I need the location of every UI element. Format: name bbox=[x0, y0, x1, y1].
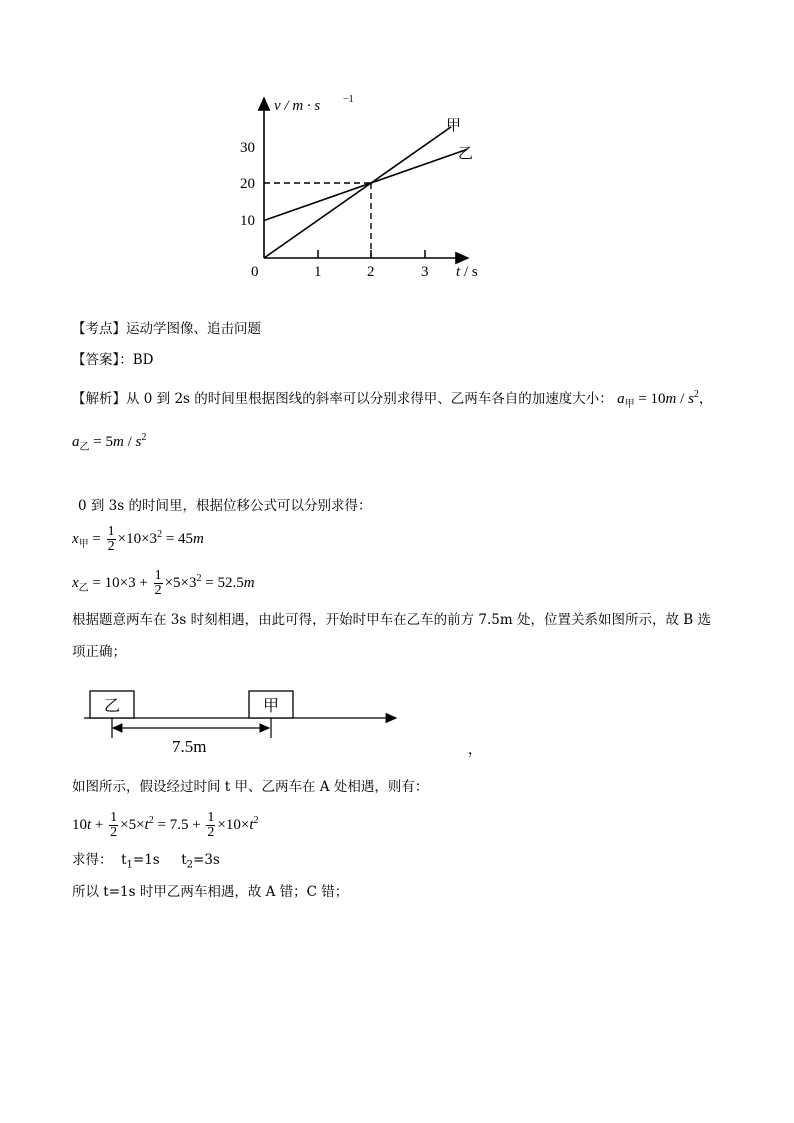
para-meet-line1: 根据题意两车在 3s 时刻相遇，由此可得，开始时甲车在乙车的前方 7.5m 处，位置关系如图所示，故 B 选 bbox=[72, 612, 711, 628]
solve-line: 求得： $t_1=1s$ $t_2=3s$ bbox=[72, 852, 220, 871]
y-tick-30: 30 bbox=[240, 140, 255, 156]
x-tick-3: 3 bbox=[421, 264, 429, 280]
y-tick-10: 10 bbox=[240, 213, 255, 229]
kaodian-text: 运动学图像、追击问题 bbox=[126, 321, 261, 337]
origin-label: 0 bbox=[251, 264, 259, 280]
answer-line bbox=[72, 350, 154, 370]
eq-x-yi: $x_乙 = 10\times 3$ + $\frac{1}{2}$ $\times 5\times 3^2 = 52.5m$ bbox=[72, 568, 255, 599]
para-displacement: 0 到 3s 的时间里，根据位移公式可以分别求得： bbox=[78, 498, 372, 514]
x-axis-label-unit: / s bbox=[464, 264, 478, 280]
jiexi-label: 【解析】 bbox=[72, 391, 126, 407]
jiexi-line: 【解析】从 0 到 2s 的时间里根据图线的斜率可以分别求得甲、乙两车各自的加速度大小： $a_甲 = 10m / s^2$， bbox=[72, 389, 713, 410]
x-tick-2: 2 bbox=[367, 264, 375, 280]
series-line-yi bbox=[264, 149, 467, 220]
y-axis-label: v / m · s bbox=[274, 98, 321, 114]
y-axis-exp: −1 bbox=[343, 94, 354, 105]
eq-x-jia: $x_甲$ = $\frac{1}{2}$ $\times 10\times 3^2 = 45m$ bbox=[72, 524, 204, 555]
jiexi-text: 从 0 到 2s 的时间里根据图线的斜率可以分别求得甲、乙两车各自的加速度大小： bbox=[126, 391, 613, 407]
line-label-yi: 乙 bbox=[458, 146, 474, 162]
eq-meet: 10t + $\frac{1}{2}$ $\times 5\times t^2 = 7.5$ + $\frac{1}{2}$ $\times 10\times t^2$ bbox=[72, 810, 259, 841]
para-assume: 如图所示，假设经过时间 t 甲、乙两车在 A 处相遇，则有： bbox=[72, 779, 429, 795]
conclusion-line: 所以 t=1s 时甲乙两车相遇，故 A 错；C 错； bbox=[72, 884, 349, 900]
car-yi-label: 乙 bbox=[104, 698, 121, 715]
y-tick-20: 20 bbox=[240, 176, 255, 192]
a-jia-formula: $a_甲 = 10m / s^2$ bbox=[617, 389, 699, 410]
vt-graph bbox=[220, 88, 500, 288]
kaodian-label: 【考点】 bbox=[72, 321, 126, 337]
distance-label: 7.5m bbox=[172, 737, 207, 756]
x-axis-label-var: t bbox=[456, 264, 461, 280]
kaodian-line bbox=[72, 319, 261, 339]
para-meet-line2: 项正确； bbox=[72, 644, 126, 660]
x-tick-1: 1 bbox=[314, 264, 322, 280]
car-jia-label: 甲 bbox=[263, 698, 280, 715]
answer-label: 【答案】 bbox=[72, 352, 120, 368]
diagram-trailing-comma: ， bbox=[468, 743, 482, 758]
a-yi-formula: $a_乙 = 5m / s^2$ bbox=[72, 432, 147, 453]
position-diagram bbox=[80, 680, 480, 760]
line-label-jia: 甲 bbox=[446, 118, 462, 134]
answer-text: ：BD bbox=[119, 352, 154, 368]
series-line-jia bbox=[264, 127, 451, 258]
